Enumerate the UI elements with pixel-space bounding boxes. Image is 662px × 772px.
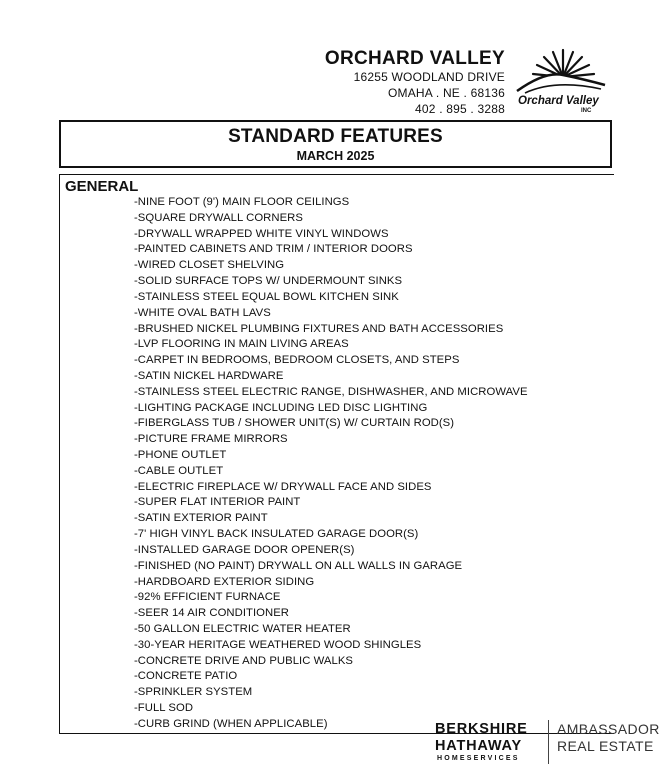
feature-item: -SATIN EXTERIOR PAINT (134, 512, 268, 525)
feature-item: -SPRINKLER SYSTEM (134, 686, 253, 699)
brand-line-2: HATHAWAY (435, 738, 522, 754)
feature-item: -CABLE OUTLET (134, 464, 224, 477)
company-phone: 402 . 895 . 3288 (415, 102, 505, 116)
feature-item: -SATIN NICKEL HARDWARE (134, 369, 284, 382)
feature-item: -SOLID SURFACE TOPS W/ UNDERMOUNT SINKS (134, 275, 403, 288)
feature-item: -WIRED CLOSET SHELVING (134, 259, 285, 272)
brand-line-1: BERKSHIRE (435, 721, 528, 737)
partner-name (557, 721, 660, 755)
footer-divider (548, 720, 549, 764)
feature-item: -NINE FOOT (9') MAIN FLOOR CEILINGS (134, 196, 350, 208)
feature-item: -50 GALLON ELECTRIC WATER HEATER (134, 622, 351, 635)
feature-item: -SEER 14 AIR CONDITIONER (134, 607, 289, 620)
feature-item: -BRUSHED NICKEL PLUMBING FIXTURES AND BATH ACCESSORIES (134, 322, 504, 335)
partner-line-2: REAL ESTATE (557, 738, 654, 754)
berkshire-hathaway-logo (435, 721, 528, 755)
feature-item: -DRYWALL WRAPPED WHITE VINYL WINDOWS (134, 227, 389, 240)
feature-item: -WHITE OVAL BATH LAVS (134, 306, 271, 319)
title-box (59, 120, 612, 168)
feature-item: -HARDBOARD EXTERIOR SIDING (134, 575, 315, 588)
features-section (59, 174, 614, 734)
feature-item: -CARPET IN BEDROOMS, BEDROOM CLOSETS, AND STEPS (134, 354, 460, 367)
feature-item: -PICTURE FRAME MIRRORS (134, 433, 288, 446)
feature-item: -STAINLESS STEEL EQUAL BOWL KITCHEN SINK (134, 290, 399, 303)
feature-item: -PHONE OUTLET (134, 449, 227, 461)
document-date: MARCH 2025 (296, 149, 375, 163)
section-heading: GENERAL (65, 178, 139, 195)
feature-item: -SUPER FLAT INTERIOR PAINT (134, 496, 301, 509)
feature-item: -PAINTED CABINETS AND TRIM / INTERIOR DOORS (134, 243, 413, 256)
feature-item: -LVP FLOORING IN MAIN LIVING AREAS (134, 338, 349, 351)
feature-item: -CONCRETE PATIO (134, 670, 238, 683)
feature-item: -FULL SOD (134, 702, 194, 714)
logo-text: Orchard Valley (518, 95, 599, 107)
feature-item: -7' HIGH VINYL BACK INSULATED GARAGE DOOR(S) (134, 528, 419, 541)
feature-item: -FINISHED (NO PAINT) DRYWALL ON ALL WALLS IN GARAGE (134, 559, 463, 572)
feature-item: -INSTALLED GARAGE DOOR OPENER(S) (134, 543, 355, 556)
feature-item: -CONCRETE DRIVE AND PUBLIC WALKS (134, 654, 353, 667)
company-logo (515, 47, 607, 119)
partner-line-1: AMBASSADOR (557, 721, 660, 737)
brand-subtitle: HOMESERVICES (437, 755, 520, 762)
features-list (134, 195, 528, 733)
feature-item: -LIGHTING PACKAGE INCLUDING LED DISC LIGHTING (134, 401, 428, 414)
company-address-street: 16255 WOODLAND DRIVE (353, 70, 505, 84)
feature-item: -SQUARE DRYWALL CORNERS (134, 211, 303, 224)
logo-inc-text: INC (581, 108, 592, 114)
document-title: STANDARD FEATURES (228, 126, 443, 147)
company-address-city: OMAHA . NE . 68136 (388, 86, 505, 100)
feature-item: -30-YEAR HERITAGE WEATHERED WOOD SHINGLES (134, 638, 422, 651)
sunrise-logo-icon (515, 47, 607, 97)
feature-item: -CURB GRIND (WHEN APPLICABLE) (134, 717, 328, 730)
feature-item: -92% EFFICIENT FURNACE (134, 591, 281, 604)
company-name: ORCHARD VALLEY (324, 48, 505, 69)
feature-item: -ELECTRIC FIREPLACE W/ DRYWALL FACE AND SIDES (134, 480, 432, 493)
feature-item: -STAINLESS STEEL ELECTRIC RANGE, DISHWASHER, AND MICROWAVE (134, 385, 528, 398)
feature-item: -FIBERGLASS TUB / SHOWER UNIT(S) W/ CURTAIN ROD(S) (134, 417, 455, 430)
